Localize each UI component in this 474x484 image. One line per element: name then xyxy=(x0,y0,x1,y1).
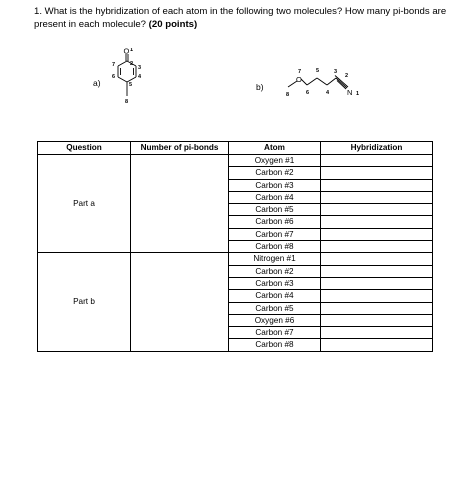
header-question: Question xyxy=(38,142,131,155)
hybridization-cell[interactable] xyxy=(321,314,433,326)
table-row xyxy=(38,253,433,265)
part-b-label: Part b xyxy=(38,253,131,351)
question-prompt xyxy=(34,6,454,31)
atom-number: 5 xyxy=(316,68,320,74)
atom-number: 8 xyxy=(125,99,129,105)
oxygen-label: O xyxy=(296,75,302,84)
atom-number: 7 xyxy=(298,69,302,75)
hybridization-cell[interactable] xyxy=(321,216,433,228)
atom-cell: Carbon #6 xyxy=(229,216,321,228)
nitrogen-label: N xyxy=(347,88,353,97)
hybridization-cell[interactable] xyxy=(321,204,433,216)
atom-cell: Carbon #3 xyxy=(229,277,321,289)
atom-number: 6 xyxy=(112,74,116,80)
atom-cell: Nitrogen #1 xyxy=(229,253,321,265)
header-hybridization: Hybridization xyxy=(321,142,433,155)
atom-cell: Oxygen #1 xyxy=(229,155,321,167)
atom-number: 2 xyxy=(345,73,349,79)
atom-number: 5 xyxy=(129,82,133,88)
hybridization-cell[interactable] xyxy=(321,327,433,339)
hybridization-cell[interactable] xyxy=(321,241,433,253)
header-pi-bonds: Number of pi-bonds xyxy=(131,142,229,155)
hybridization-cell[interactable] xyxy=(321,265,433,277)
answer-table xyxy=(37,141,433,352)
atom-cell: Oxygen #6 xyxy=(229,314,321,326)
atom-cell: Carbon #5 xyxy=(229,302,321,314)
header-atom: Atom xyxy=(229,142,321,155)
molecule-a-label: a) xyxy=(93,78,101,88)
atom-number: 6 xyxy=(306,90,310,96)
table-header-row xyxy=(38,142,433,155)
hybridization-cell[interactable] xyxy=(321,167,433,179)
part-b-pi-bonds-cell[interactable] xyxy=(131,253,229,351)
molecule-b-label: b) xyxy=(256,82,264,92)
hybridization-cell[interactable] xyxy=(321,253,433,265)
hybridization-cell[interactable] xyxy=(321,155,433,167)
question-points: (20 points) xyxy=(148,18,198,30)
hybridization-cell[interactable] xyxy=(321,339,433,351)
atom-number: 4 xyxy=(138,74,142,80)
atom-cell: Carbon #2 xyxy=(229,167,321,179)
part-a-label: Part a xyxy=(38,155,131,253)
atom-cell: Carbon #7 xyxy=(229,327,321,339)
atom-cell: Carbon #2 xyxy=(229,265,321,277)
atom-number: 8 xyxy=(286,92,290,98)
hybridization-cell[interactable] xyxy=(321,179,433,191)
atom-cell: Carbon #4 xyxy=(229,290,321,302)
atom-cell: Carbon #4 xyxy=(229,191,321,203)
part-a-pi-bonds-cell[interactable] xyxy=(131,155,229,253)
hybridization-cell[interactable] xyxy=(321,277,433,289)
atom-number: 1 xyxy=(130,48,134,53)
hybridization-cell[interactable] xyxy=(321,290,433,302)
table-row xyxy=(38,155,433,167)
atom-number: 3 xyxy=(138,65,142,71)
atom-number: 2 xyxy=(130,61,134,67)
atom-cell: Carbon #7 xyxy=(229,228,321,240)
molecule-b-structure xyxy=(278,60,388,110)
atom-number: 1 xyxy=(356,91,360,97)
atom-number: 7 xyxy=(112,62,116,68)
molecule-a-structure xyxy=(108,48,158,120)
atom-cell: Carbon #8 xyxy=(229,339,321,351)
oxygen-label: O xyxy=(123,48,130,56)
atom-cell: Carbon #5 xyxy=(229,204,321,216)
atom-number: 3 xyxy=(334,69,338,75)
atom-cell: Carbon #3 xyxy=(229,179,321,191)
atom-number: 4 xyxy=(326,90,330,96)
hybridization-cell[interactable] xyxy=(321,302,433,314)
atom-cell: Carbon #8 xyxy=(229,241,321,253)
hybridization-cell[interactable] xyxy=(321,191,433,203)
question-text: 1. What is the hybridization of each atom in the following two molecules? How many pi-bonds are present in each molecule? xyxy=(34,6,447,30)
hybridization-cell[interactable] xyxy=(321,228,433,240)
